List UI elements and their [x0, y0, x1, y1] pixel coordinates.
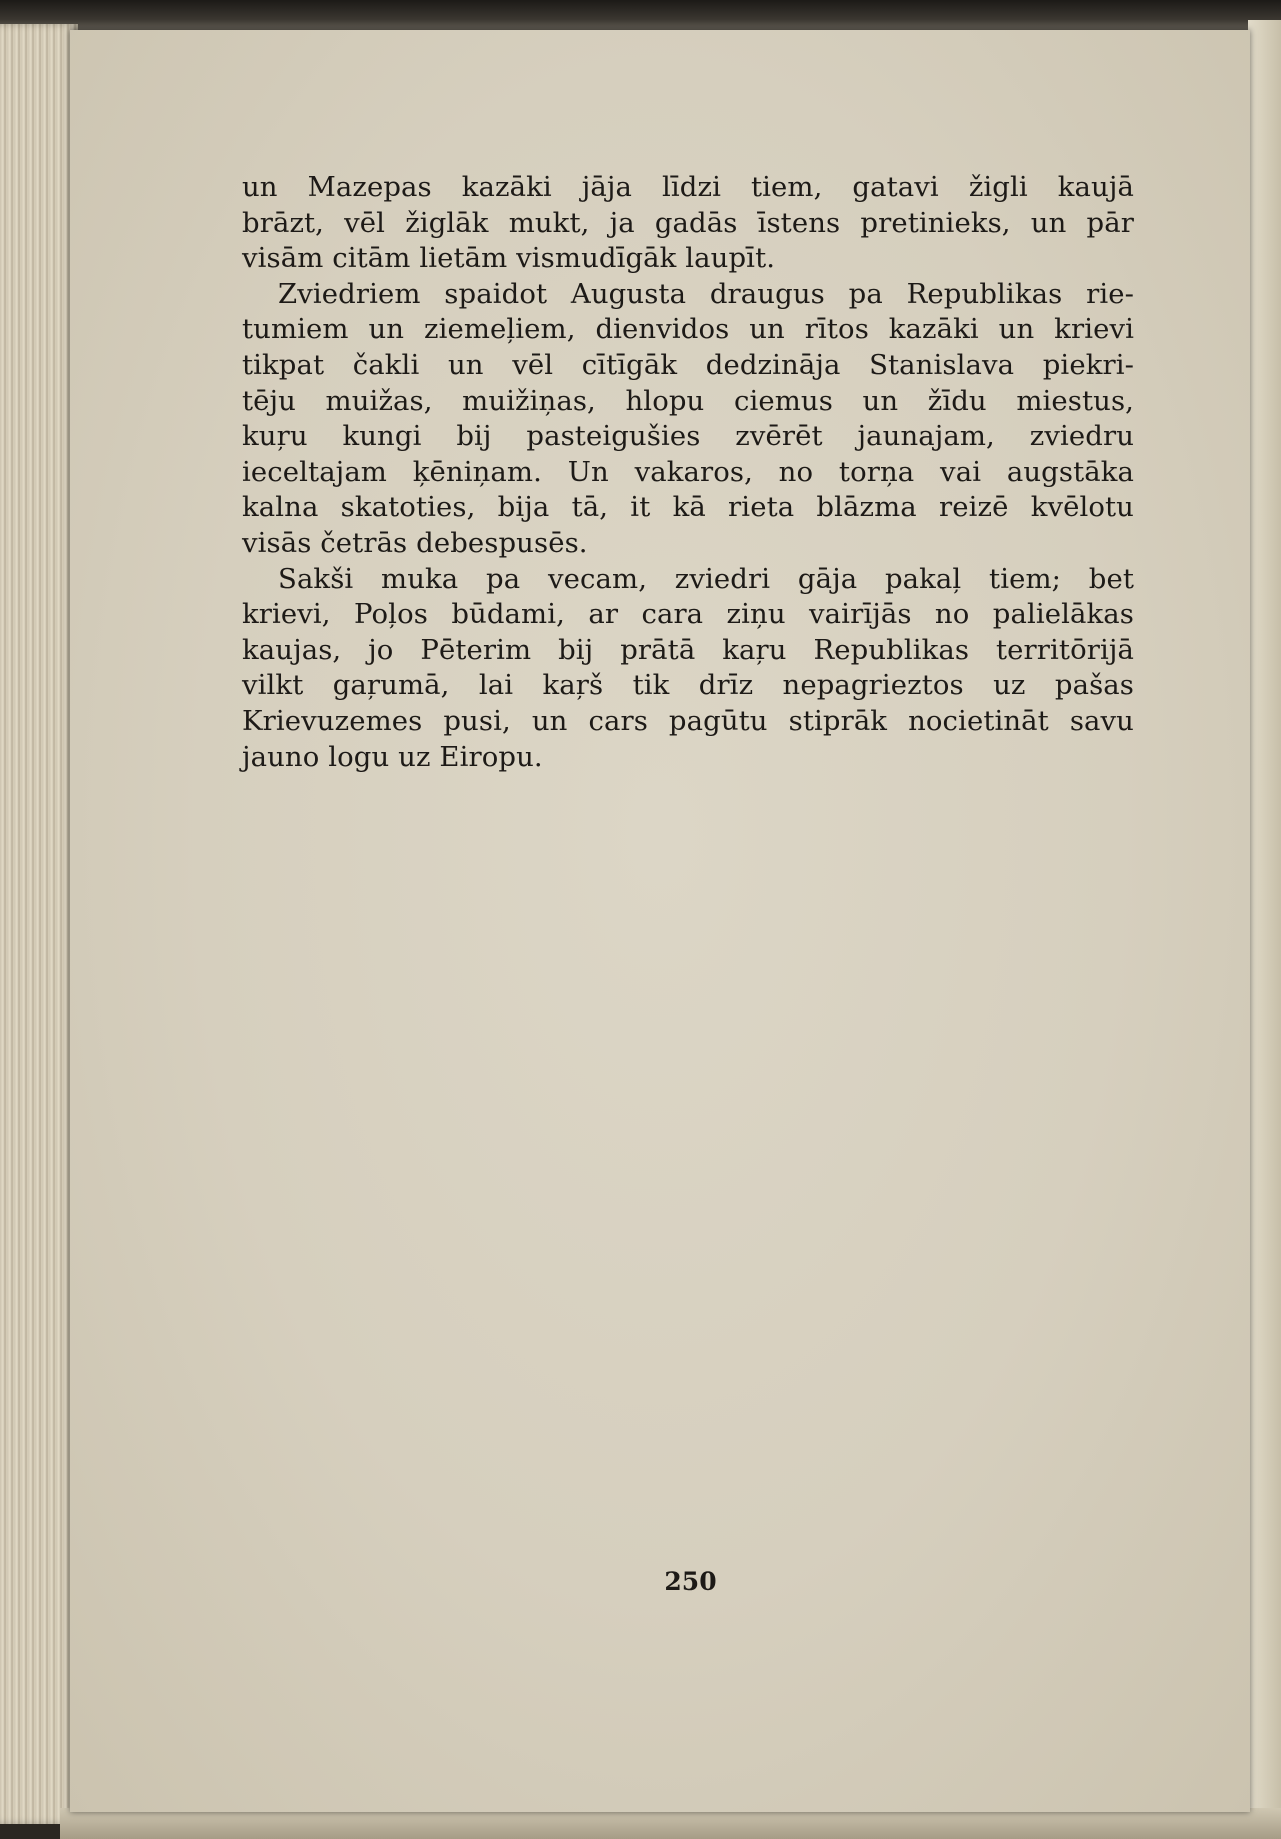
- paragraph-2: [242, 277, 1134, 562]
- book-bottom-edge: [60, 1808, 1281, 1839]
- text-line: tumiem un ziemeļiem, dienvidos un rītos kazāki un krievi: [242, 313, 1134, 346]
- text-line: kalna skatoties, bija tā, it kā rieta blāzma reizē kvēlotu: [242, 491, 1134, 524]
- page-number: 250: [664, 1567, 717, 1596]
- text-line: kaujas, jo Pēterim bij prātā kaŗu Republikas territōrijā: [242, 633, 1134, 666]
- text-line: Zviedriem spaidot Augusta draugus pa Republikas rie-: [278, 277, 1134, 310]
- paragraph-3: [242, 562, 1134, 776]
- text-line: ieceltajam ķēniņam. Un vakaros, no torņa vai augstāka: [242, 455, 1134, 488]
- text-line: brāzt, vēl žiglāk mukt, ja gadās īstens pretinieks, un pār: [242, 206, 1134, 239]
- text-line: Sakši muka pa vecam, zviedri gāja pakaļ tiem; bet: [278, 562, 1134, 595]
- page-stack-edge: [0, 24, 78, 1824]
- body-text: [242, 170, 1134, 775]
- text-line: visām citām lietām vismudīgāk laupīt.: [242, 242, 776, 275]
- text-line: visās četrās debespusēs.: [242, 526, 588, 559]
- text-line: jauno logu uz Eiropu.: [242, 740, 543, 773]
- text-line: kuŗu kungi bij pasteigušies zvērēt jaunajam, zviedru: [242, 420, 1134, 453]
- book-top-edge: [0, 0, 1281, 32]
- text-line: un Mazepas kazāki jāja līdzi tiem, gatavi žigli kaujā: [242, 171, 1134, 203]
- paragraph-1: [242, 170, 1134, 277]
- text-line: tēju muižas, muižiņas, hlopu ciemus un žīdu miestus,: [242, 384, 1134, 417]
- text-line: vilkt gaŗumā, lai kaŗš tik drīz nepagrieztos uz pašas: [242, 669, 1134, 702]
- text-line: tikpat čakli un vēl cītīgāk dedzināja Stanislava piekri-: [242, 348, 1134, 381]
- text-line: Krievuzemes pusi, un cars pagūtu stiprāk nocietināt savu: [242, 704, 1134, 737]
- text-line: krievi, Poļos būdami, ar cara ziņu vairījās no palielākas: [242, 598, 1134, 631]
